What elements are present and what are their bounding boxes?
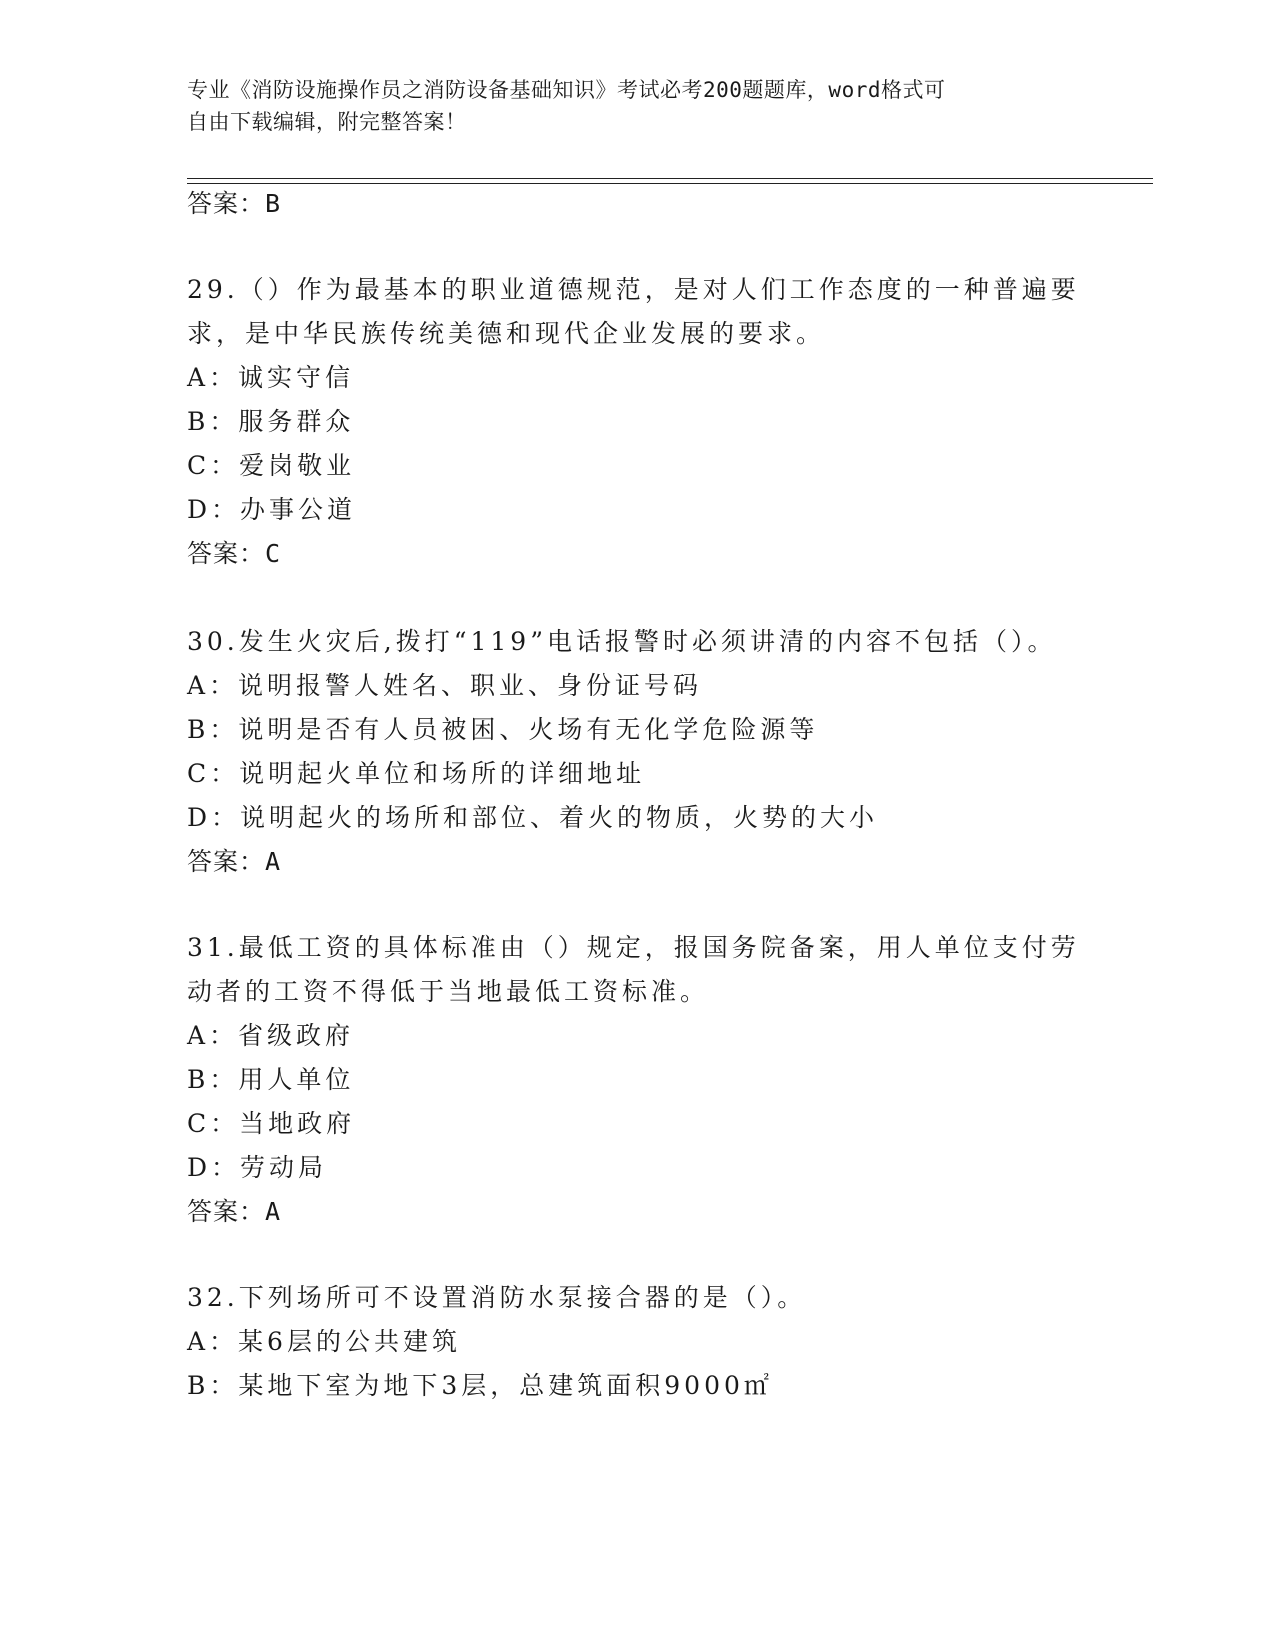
question-30-option-d: D：说明起火的场所和部位、着火的物质，火势的大小	[187, 803, 879, 832]
question-29-stem-line-1: 29.（）作为最基本的职业道德规范，是对人们工作态度的一种普遍要	[187, 275, 1080, 304]
question-31-option-b: B：用人单位	[187, 1065, 355, 1094]
question-30-option-c: C：说明起火单位和场所的详细地址	[187, 759, 646, 788]
question-29-option-a: A：诚实守信	[187, 363, 355, 392]
answer-prev: 答案：B	[187, 189, 282, 218]
question-31-answer: 答案：A	[187, 1197, 282, 1226]
question-31-option-d: D：劳动局	[187, 1153, 328, 1182]
question-30-option-a: A：说明报警人姓名、职业、身份证号码	[187, 671, 703, 700]
question-29-option-b: B：服务群众	[187, 407, 355, 436]
document-header	[187, 74, 1067, 138]
question-29-option-d: D：办事公道	[187, 495, 357, 524]
header-line-2: 自由下载编辑，附完整答案！	[187, 110, 467, 134]
question-29-stem-line-2: 求，是中华民族传统美德和现代企业发展的要求。	[187, 319, 826, 348]
question-31-stem-line-2: 动者的工资不得低于当地最低工资标准。	[187, 977, 710, 1006]
question-32-option-a: A：某6层的公共建筑	[187, 1327, 461, 1356]
header-line-1: 专业《消防设施操作员之消防设备基础知识》考试必考200题题库，word格式可	[187, 78, 946, 102]
question-30-stem-line-1: 30.发生火灾后,拨打“119”电话报警时必须讲清的内容不包括（）。	[187, 627, 1057, 656]
question-29-answer: 答案：C	[187, 539, 282, 568]
question-31-stem-line-1: 31.最低工资的具体标准由（）规定，报国务院备案，用人单位支付劳	[187, 933, 1080, 962]
question-32-option-b: B：某地下室为地下3层，总建筑面积9000㎡	[187, 1371, 773, 1400]
question-31-option-c: C：当地政府	[187, 1109, 356, 1138]
question-30-answer: 答案：A	[187, 847, 282, 876]
question-32-stem-line-1: 32.下列场所可不设置消防水泵接合器的是（）。	[187, 1283, 807, 1312]
question-30-option-b: B：说明是否有人员被困、火场有无化学危险源等	[187, 715, 819, 744]
header-divider-top	[187, 178, 1153, 179]
question-31-option-a: A：省级政府	[187, 1021, 355, 1050]
question-29-option-c: C：爱岗敬业	[187, 451, 356, 480]
